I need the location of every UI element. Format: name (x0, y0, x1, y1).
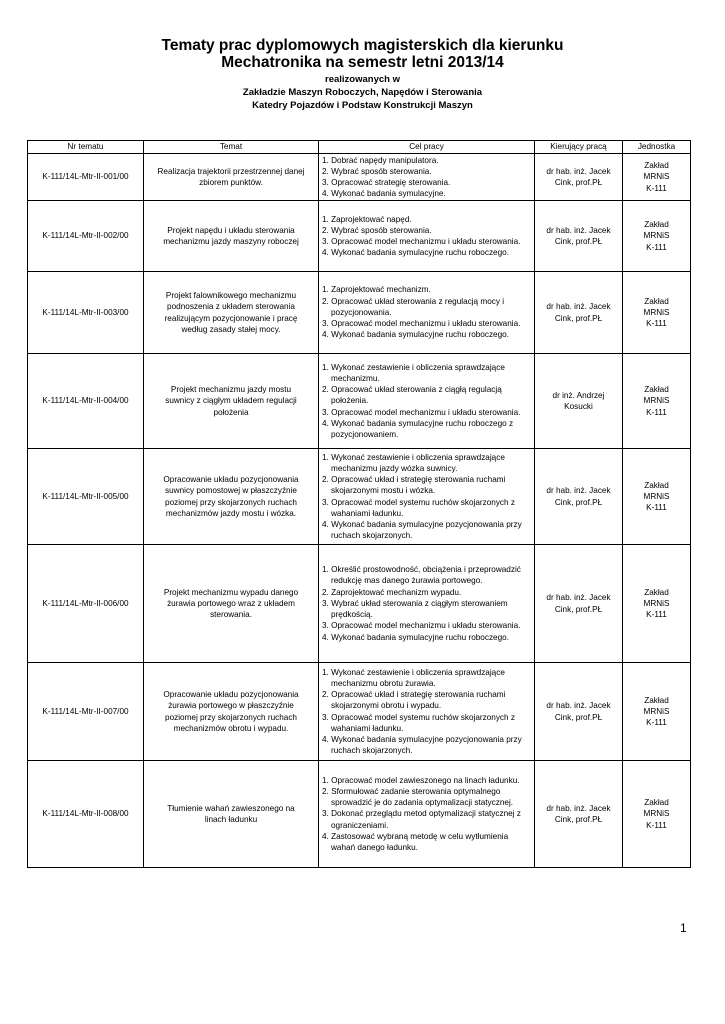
unit-cell (623, 154, 691, 201)
topic-number: K-111/14L-Mtr-II-003/00 (42, 307, 129, 317)
goal-item: 3. Opracować model systemu ruchów skojarzonych z wahaniami ładunku. (322, 497, 515, 518)
unit-line: MRNiS (643, 307, 670, 317)
goal-item: 1. Określić prostowodność, obciążenia i przeprowadzić redukcję mas danego żurawia portowego. (322, 565, 521, 586)
topic-title-line: według zasady stałej mocy. (181, 324, 281, 334)
unit-line: MRNiS (643, 172, 670, 182)
unit-line: K-111 (646, 407, 667, 417)
topic-number: K-111/14L-Mtr-II-005/00 (42, 491, 129, 501)
topic-title-cell (144, 154, 319, 201)
unit-line: K-111 (646, 242, 667, 252)
table-row (28, 545, 691, 663)
topic-title-line: mechanizmów jazdy mostu i wózka. (165, 508, 297, 518)
goal-item: 1. Zaprojektować mechanizm. (322, 285, 431, 295)
goal-item: 3. Wybrać układ sterowania z ciągłym sterowaniem prędkością. (322, 598, 508, 620)
document-subtitle-line1: realizowanych w (325, 74, 400, 85)
supervisor-line: dr hab. inż. Jacek (546, 486, 611, 496)
goal-item: 1. Opracować model zawieszonego na linach ładunku. (322, 775, 520, 785)
goal-item: 2. Opracować układ sterowania z ciągłą regulacją położenia. (322, 385, 502, 406)
goal-item: 2. Sformułować zadanie sterowania optymalnego sprowadzić je do zadania optymalizacji statycznej. (322, 786, 514, 808)
topic-title-cell (144, 761, 319, 868)
goal-item: 1. Wykonać zestawienie i obliczenia sprawdzające mechanizmu. (322, 362, 505, 383)
topic-goals-cell (319, 201, 535, 272)
goal-item: 3. Opracować model mechanizmu i układu sterowania. (322, 319, 521, 329)
goal-item: 3. Opracować model mechanizmu i układu sterowania. (322, 407, 521, 417)
table-row (28, 272, 691, 354)
supervisor-line: dr hab. inż. Jacek (546, 803, 611, 813)
unit-cell (623, 663, 691, 761)
topic-title-cell (144, 545, 319, 663)
unit-line: K-111 (646, 820, 667, 830)
unit-line: Zakład (644, 385, 669, 395)
unit-line: MRNiS (643, 809, 670, 819)
topic-title-line: Opracowanie układu pozycjonowania (163, 475, 299, 485)
document-subtitle-line2: Zakładzie Maszyn Roboczych, Napędów i Sterowania (242, 87, 483, 98)
unit-line: MRNiS (643, 598, 670, 608)
topic-title-line: Projekt napędu i układu sterowania (167, 225, 295, 235)
topic-title-line: Projekt falownikowego mechanizmu (165, 291, 297, 301)
topic-title-line: suwnicy z ciągłym układem regulacji (165, 396, 297, 406)
goal-item: 2. Opracować układ i strategię sterowania ruchami skojarzonymi obrotu i wypadu. (322, 690, 506, 711)
supervisor-line: dr hab. inż. Jacek (546, 166, 611, 176)
topic-goals-cell (319, 272, 535, 354)
goal-item: 3. Opracować model mechanizmu i układu sterowania. (322, 621, 521, 631)
goal-item: 2. Opracować układ i strategię sterowania ruchami skojarzonymi mostu i wózka. (322, 475, 506, 496)
unit-line: K-111 (646, 503, 667, 513)
unit-line: MRNiS (643, 706, 670, 716)
topic-title-line: Projekt mechanizmu jazdy mostu (170, 385, 292, 395)
page-number: 1 (680, 921, 687, 935)
topic-goals-cell (319, 761, 535, 868)
table-row (28, 154, 691, 201)
topic-number-cell (28, 154, 144, 201)
goal-item: 1. Wykonać zestawienie i obliczenia sprawdzające mechanizmu obrotu żurawia. (322, 667, 505, 688)
goal-item: 3. Dokonać przeglądu metod optymalizacji statycznej z ograniczeniami. (322, 809, 521, 830)
supervisor-line: Cink, prof.PŁ (554, 815, 603, 824)
supervisor-line: Cink, prof.PŁ (554, 237, 603, 246)
topic-title-cell (144, 449, 319, 545)
goal-item: 2. Opracować układ sterowania z regulacją mocy i pozycjonowania. (322, 296, 505, 317)
supervisor-line: Cink, prof.PŁ (554, 313, 603, 323)
column-header-nr: Nr tematu (28, 141, 144, 154)
goal-item: 2. Wybrać sposób sterowania. (322, 225, 432, 235)
topic-number-cell (28, 201, 144, 272)
supervisor-cell (535, 154, 623, 201)
goal-item: 4. Wykonać badania symulacyjne pozycjonowania przy ruchach skojarzonych. (322, 519, 522, 541)
column-header-kierujacy: Kierujący pracą (535, 141, 623, 154)
unit-cell (623, 354, 691, 449)
unit-line: Zakład (644, 587, 669, 597)
supervisor-line: Cink, prof.PŁ (554, 712, 603, 722)
unit-line: MRNiS (643, 491, 670, 501)
goal-item: 4. Wykonać badania symulacyjne ruchu roboczego z pozycjonowaniem. (322, 418, 514, 439)
goal-item: 1. Wykonać zestawienie i obliczenia sprawdzające mechanizmu jazdy wózka suwnicy. (322, 452, 505, 473)
table-row (28, 201, 691, 272)
topic-title-line: Tłumienie wahań zawieszonego na (167, 803, 295, 813)
unit-line: K-111 (646, 610, 667, 620)
topic-title-line: żurawia portowego w płaszczyźnie (168, 701, 294, 711)
topic-title-cell (144, 354, 319, 449)
supervisor-cell (535, 272, 623, 354)
topic-goals-cell (319, 354, 535, 449)
unit-line: K-111 (646, 319, 667, 329)
topic-title-line: realizującym pozycjonowanie i pracę (164, 313, 298, 323)
supervisor-cell (535, 201, 623, 272)
supervisor-cell (535, 761, 623, 868)
goal-item: 4. Wykonać badania symulacyjne ruchu roboczego. (322, 330, 509, 340)
topic-title-cell (144, 272, 319, 354)
unit-line: K-111 (646, 183, 667, 193)
unit-line: K-111 (646, 718, 667, 728)
topic-number: K-111/14L-Mtr-II-001/00 (42, 172, 129, 182)
unit-line: Zakład (644, 695, 669, 705)
topic-title-line: podnoszenia z układem sterowania (167, 302, 295, 312)
topic-title-cell (144, 201, 319, 272)
supervisor-line: dr hab. inż. Jacek (546, 701, 611, 711)
supervisor-line: Cink, prof.PŁ (554, 497, 603, 507)
topic-title-line: Opracowanie układu pozycjonowania (163, 690, 299, 700)
supervisor-line: dr hab. inż. Jacek (546, 593, 611, 603)
topic-title-line: mechanizmów obrotu i wypadu. (173, 723, 289, 733)
supervisor-line: dr inż. Andrzej (552, 390, 605, 400)
table-row (28, 354, 691, 449)
supervisor-line: dr hab. inż. Jacek (546, 225, 611, 235)
goal-item: 3. Opracować strategię sterowania. (322, 178, 451, 187)
supervisor-cell (535, 354, 623, 449)
topic-goals-cell (319, 154, 535, 201)
unit-line: Zakład (644, 480, 669, 490)
topic-title-line: Realizacja trajektorii przestrzennej danej (157, 166, 305, 176)
topic-number: K-111/14L-Mtr-II-004/00 (42, 396, 129, 406)
unit-line: Zakład (644, 798, 669, 808)
topic-goals-cell (319, 663, 535, 761)
topic-number-cell (28, 545, 144, 663)
topic-title-line: mechanizmu jazdy maszyny roboczej (163, 237, 299, 246)
goal-item: 1. Zaprojektować napęd. (322, 214, 412, 224)
goal-item: 3. Opracować model systemu ruchów skojarzonych z wahaniami ładunku. (322, 712, 515, 733)
topic-number: K-111/14L-Mtr-II-002/00 (42, 231, 129, 241)
topic-number-cell (28, 354, 144, 449)
supervisor-cell (535, 449, 623, 545)
goal-item: 4. Wykonać badania symulacyjne. (322, 189, 446, 199)
topic-title-line: Projekt mechanizmu wypadu danego (163, 587, 299, 597)
unit-line: Zakład (644, 296, 669, 306)
unit-line: Zakład (644, 220, 669, 230)
goal-item: 4. Zastosować wybraną metodę w celu wytłumienia wahań danego ładunku. (322, 831, 509, 852)
supervisor-cell (535, 545, 623, 663)
goal-item: 4. Wykonać badania symulacyjne ruchu roboczego. (322, 248, 509, 258)
topic-title-line: sterowania. (210, 610, 252, 620)
column-header-temat: Temat (144, 141, 319, 154)
unit-line: MRNiS (643, 231, 670, 241)
unit-cell (623, 201, 691, 272)
unit-cell (623, 272, 691, 354)
document-title-line1: Tematy prac dyplomowych magisterskich dla kierunku (161, 37, 564, 54)
unit-line: MRNiS (643, 396, 670, 406)
table-row (28, 761, 691, 868)
topic-number: K-111/14L-Mtr-II-007/00 (42, 706, 129, 716)
topics-table (27, 140, 691, 868)
topic-title-line: poziomej przy skojarzonych ruchach (165, 712, 297, 722)
unit-cell (623, 545, 691, 663)
table-header-row (28, 141, 691, 154)
column-header-jednostka: Jednostka (623, 141, 691, 154)
topic-goals-cell (319, 545, 535, 663)
table-row (28, 663, 691, 761)
unit-line: Zakład (644, 161, 669, 171)
topic-title-line: linach ładunku (204, 815, 258, 824)
supervisor-line: Cink, prof.PŁ (554, 178, 603, 187)
topic-number: K-111/14L-Mtr-II-006/00 (42, 598, 129, 608)
goal-item: 1. Dobrać napędy manipulatora. (322, 155, 439, 165)
topic-number-cell (28, 663, 144, 761)
supervisor-cell (535, 663, 623, 761)
topic-title-line: poziomej przy skojarzonych ruchach (165, 497, 297, 507)
unit-cell (623, 449, 691, 545)
topic-title-line: suwnicy pomostowej w płaszczyźnie (165, 486, 297, 496)
table-row (28, 449, 691, 545)
supervisor-line: dr hab. inż. Jacek (546, 302, 611, 312)
goal-item: 4. Wykonać badania symulacyjne ruchu roboczego. (322, 632, 509, 642)
document-subtitle-line3: Katedry Pojazdów i Podstaw Konstrukcji Maszyn (252, 100, 473, 111)
supervisor-line: Cink, prof.PŁ (554, 604, 603, 614)
topic-title-line: położenia (213, 407, 249, 417)
topic-number-cell (28, 449, 144, 545)
topic-title-line: zbiorem punktów. (199, 178, 263, 187)
goal-item: 4. Wykonać badania symulacyjne pozycjonowania przy ruchach skojarzonych. (322, 734, 522, 756)
topic-number-cell (28, 272, 144, 354)
topic-title-line: żurawia portowego wraz z układem (167, 598, 295, 608)
topic-number: K-111/14L-Mtr-II-008/00 (42, 809, 129, 819)
column-header-cel: Cel pracy (319, 141, 535, 154)
supervisor-line: Kosucki (564, 402, 593, 411)
topic-title-cell (144, 663, 319, 761)
unit-cell (623, 761, 691, 868)
goal-item: 3. Opracować model mechanizmu i układu sterowania. (322, 237, 521, 246)
goal-item: 2. Zaprojektować mechanizm wypadu. (322, 587, 462, 597)
topic-goals-cell (319, 449, 535, 545)
goal-item: 2. Wybrać sposób sterowania. (322, 166, 432, 176)
topic-number-cell (28, 761, 144, 868)
document-title-line2: Mechatronika na semestr letni 2013/14 (221, 54, 504, 71)
